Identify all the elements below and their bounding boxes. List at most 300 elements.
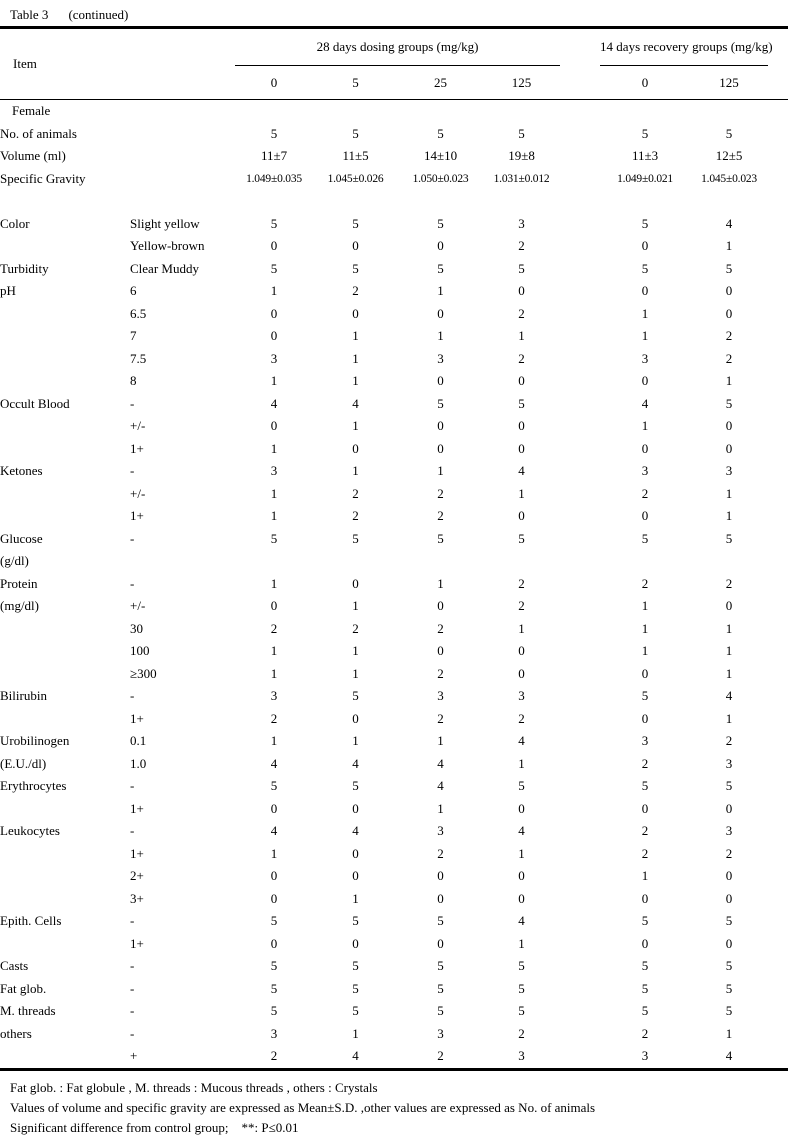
item-label: (mg/dl) <box>0 598 39 614</box>
value-dosing-0: 5 <box>270 980 278 996</box>
value-dosing-2: 2 <box>437 845 444 861</box>
value-recovery-0: 0 <box>641 890 649 906</box>
value-recovery-1: 0 <box>725 440 733 456</box>
recovery-group-header: 14 days recovery groups (mg/kg) <box>600 28 768 66</box>
item-label <box>0 708 130 731</box>
value-dosing-3: 1.031±0.012 <box>493 172 550 185</box>
item-label <box>0 235 130 258</box>
value-dosing-3 <box>483 190 560 213</box>
value-dosing-1: 1 <box>352 350 359 366</box>
value-dosing-1: 0 <box>352 305 359 321</box>
value-dosing-2: 5 <box>437 958 444 974</box>
value-recovery-0: 0 <box>641 710 649 726</box>
value-dosing-1: 2 <box>352 485 359 501</box>
item-label: Glucose <box>0 530 43 546</box>
category-label: - <box>130 395 135 411</box>
group-gap <box>560 100 600 123</box>
value-dosing-3: 0 <box>518 643 525 659</box>
item-label: Bilirubin <box>0 688 47 704</box>
right-margin <box>768 640 788 663</box>
value-recovery-0: 2 <box>641 755 649 771</box>
value-dosing-3: 4 <box>518 733 525 749</box>
value-recovery-0: 1 <box>641 598 649 614</box>
value-dosing-0: 4 <box>270 755 278 771</box>
value-dosing-3: 0 <box>518 890 525 906</box>
value-dosing-3: 1 <box>518 845 525 861</box>
value-dosing-1: 5 <box>352 913 359 929</box>
value-dosing-2: 5 <box>437 395 444 411</box>
value-recovery-0: 2 <box>641 485 649 501</box>
value-dosing-3: 0 <box>518 418 525 434</box>
item-label: (E.U./dl) <box>0 755 47 771</box>
group-gap <box>560 618 600 641</box>
value-dosing-2: 5 <box>437 1003 444 1019</box>
table-row <box>0 1000 788 1023</box>
group-gap <box>560 123 600 146</box>
value-dosing-0: 4 <box>270 395 278 411</box>
value-recovery-1: 3 <box>725 823 733 839</box>
table-row <box>0 280 788 303</box>
group-gap <box>560 910 600 933</box>
value-recovery-0: 0 <box>641 373 649 389</box>
group-gap <box>560 235 600 258</box>
value-dosing-1: 0 <box>352 935 359 951</box>
value-dosing-2: 1 <box>437 463 444 479</box>
value-dosing-2: 2 <box>437 620 444 636</box>
value-dosing-2: 1 <box>437 733 444 749</box>
value-recovery-1: 0 <box>725 305 733 321</box>
value-recovery-1: 3 <box>725 755 733 771</box>
value-dosing-2: 0 <box>437 373 444 389</box>
value-dosing-3: 0 <box>518 508 525 524</box>
value-dosing-2: 3 <box>437 823 444 839</box>
group-gap <box>560 978 600 1001</box>
value-recovery-0: 5 <box>641 215 649 231</box>
value-recovery-0: 1.049±0.021 <box>617 172 673 185</box>
group-gap <box>560 550 600 573</box>
value-dosing-2: 5 <box>437 980 444 996</box>
value-dosing-3: 0 <box>518 868 525 884</box>
value-dosing-0: 1 <box>270 440 278 456</box>
item-label: Erythrocytes <box>0 778 67 794</box>
item-label: Volume (ml) <box>0 148 66 164</box>
item-label <box>0 303 130 326</box>
right-margin <box>768 933 788 956</box>
category-label: +/- <box>130 418 146 434</box>
item-label: Fat glob. <box>0 980 47 996</box>
value-dosing-3: 3 <box>518 688 525 704</box>
item-label <box>0 1045 130 1069</box>
value-dosing-3: 4 <box>518 823 525 839</box>
value-recovery-1: 5 <box>725 260 733 276</box>
table-row <box>0 978 788 1001</box>
value-recovery-0: 0 <box>641 440 649 456</box>
value-dosing-2: 0 <box>437 598 444 614</box>
value-dosing-3: 0 <box>518 665 525 681</box>
table-row <box>0 348 788 371</box>
value-dosing-0: 1 <box>270 643 278 659</box>
value-dosing-2: 3 <box>437 1025 444 1041</box>
right-margin <box>768 325 788 348</box>
item-label <box>0 640 130 663</box>
value-recovery-0: 3 <box>641 463 649 479</box>
value-recovery-0: 1 <box>641 868 649 884</box>
group-gap <box>560 640 600 663</box>
value-dosing-1: 4 <box>352 1048 359 1064</box>
category-label: - <box>130 958 135 974</box>
footnote-abbreviations: Fat glob. : Fat globule , M. threads : Mucous threads , others : Crystals <box>10 1079 378 1095</box>
value-dosing-0: 1 <box>270 283 278 299</box>
right-margin <box>768 438 788 461</box>
value-recovery-0: 2 <box>641 575 649 591</box>
value-dosing-3: 5 <box>518 395 525 411</box>
right-margin <box>768 798 788 821</box>
category-label: - <box>130 913 135 929</box>
value-recovery-0: 0 <box>641 800 649 816</box>
group-gap <box>560 393 600 416</box>
item-label: Color <box>0 215 30 231</box>
table-row <box>0 640 788 663</box>
item-label <box>0 348 130 371</box>
footnote-significance: Significant difference from control group; **: P≤0.01 <box>10 1119 299 1135</box>
value-dosing-1: 1 <box>352 463 359 479</box>
right-margin <box>768 460 788 483</box>
value-recovery-0: 5 <box>641 778 649 794</box>
category-label: - <box>130 1003 135 1019</box>
item-label <box>0 190 130 213</box>
value-dosing-0: 5 <box>270 778 278 794</box>
table-row <box>0 1045 788 1069</box>
group-gap <box>560 190 600 213</box>
value-recovery-0: 2 <box>641 823 649 839</box>
right-margin <box>768 573 788 596</box>
value-dosing-3: 5 <box>518 260 525 276</box>
right-margin <box>768 910 788 933</box>
value-recovery-0: 2 <box>641 845 649 861</box>
dosing-group-header: 28 days dosing groups (mg/kg) <box>235 28 560 66</box>
table-header <box>0 28 788 100</box>
dose-header-25: 25 <box>398 66 483 100</box>
item-label: Urobilinogen <box>0 733 70 749</box>
value-recovery-1: 2 <box>725 845 733 861</box>
group-gap <box>560 753 600 776</box>
table-title: Table 3 <box>10 7 49 22</box>
value-dosing-3: 5 <box>518 980 525 996</box>
item-label: Casts <box>0 958 29 974</box>
item-label: Specific Gravity <box>0 170 86 186</box>
right-margin <box>768 235 788 258</box>
category-label <box>130 168 235 191</box>
value-dosing-1: 1 <box>352 373 359 389</box>
group-gap <box>560 168 600 191</box>
table-row <box>0 483 788 506</box>
group-gap <box>560 415 600 438</box>
group-gap <box>560 595 600 618</box>
group-gap <box>560 145 600 168</box>
category-label: - <box>130 575 135 591</box>
value-recovery-0: 5 <box>641 688 649 704</box>
value-recovery-1: 3 <box>725 463 733 479</box>
table-row <box>0 235 788 258</box>
item-label <box>0 325 130 348</box>
right-margin <box>768 1000 788 1023</box>
category-label: - <box>130 1025 135 1041</box>
value-dosing-0 <box>235 190 313 213</box>
right-margin <box>768 190 788 213</box>
footnote-values: Values of volume and specific gravity are expressed as Mean±S.D. ,other values are expressed as No. of animals <box>10 1099 596 1115</box>
value-dosing-3: 5 <box>518 530 525 546</box>
value-dosing-0 <box>235 550 313 573</box>
value-dosing-0: 1 <box>270 508 278 524</box>
value-dosing-2: 0 <box>437 890 444 906</box>
value-recovery-0: 5 <box>641 125 649 141</box>
value-dosing-1: 1 <box>352 598 359 614</box>
value-dosing-0: 5 <box>270 1003 278 1019</box>
value-recovery-1 <box>690 190 768 213</box>
right-margin <box>768 595 788 618</box>
value-dosing-2: 5 <box>437 260 444 276</box>
value-dosing-3: 4 <box>518 913 525 929</box>
value-dosing-3: 2 <box>518 598 525 614</box>
right-margin <box>768 100 788 123</box>
group-gap <box>560 775 600 798</box>
table-row <box>0 798 788 821</box>
value-dosing-2: 1 <box>437 283 444 299</box>
category-label: - <box>130 530 135 546</box>
table-row <box>0 213 788 236</box>
right-margin <box>768 730 788 753</box>
group-gap <box>560 730 600 753</box>
value-dosing-3: 2 <box>518 350 525 366</box>
value-dosing-0: 4 <box>270 823 278 839</box>
category-label: 8 <box>130 373 137 389</box>
value-dosing-1: 1 <box>352 665 359 681</box>
value-recovery-1: 5 <box>725 778 733 794</box>
value-recovery-1: 1 <box>725 373 733 389</box>
value-dosing-2: 0 <box>437 305 444 321</box>
table-body <box>0 100 788 1070</box>
value-dosing-0: 3 <box>270 688 278 704</box>
group-gap <box>560 303 600 326</box>
category-label: 1+ <box>130 508 144 524</box>
category-label: 1+ <box>130 935 144 951</box>
value-dosing-3: 1 <box>518 485 525 501</box>
right-margin <box>768 843 788 866</box>
value-dosing-0: 11±7 <box>260 148 288 164</box>
right-margin <box>768 370 788 393</box>
value-recovery-1: 1 <box>725 620 733 636</box>
right-margin <box>768 528 788 551</box>
right-margin <box>768 955 788 978</box>
dose-header-5: 5 <box>313 66 398 100</box>
right-margin <box>768 708 788 731</box>
category-label: +/- <box>130 485 146 501</box>
value-recovery-0: 3 <box>641 350 649 366</box>
group-gap <box>560 573 600 596</box>
value-dosing-3: 1 <box>518 620 525 636</box>
value-dosing-2 <box>398 100 483 123</box>
value-dosing-0: 5 <box>270 913 278 929</box>
value-recovery-0: 2 <box>641 1025 649 1041</box>
value-dosing-2: 1.050±0.023 <box>412 172 469 185</box>
value-recovery-0: 0 <box>641 935 649 951</box>
right-margin <box>768 483 788 506</box>
value-dosing-2: 0 <box>437 935 444 951</box>
item-label <box>0 663 130 686</box>
table-row <box>0 370 788 393</box>
value-dosing-1: 4 <box>352 823 359 839</box>
group-gap <box>560 66 600 100</box>
item-label <box>0 618 130 641</box>
table-row <box>0 708 788 731</box>
category-label: 1+ <box>130 845 144 861</box>
dose-header-125: 125 <box>483 66 560 100</box>
value-recovery-0: 1 <box>641 328 649 344</box>
table-row <box>0 685 788 708</box>
group-gap <box>560 280 600 303</box>
value-dosing-3: 0 <box>518 373 525 389</box>
group-gap <box>560 933 600 956</box>
value-dosing-3: 4 <box>518 463 525 479</box>
value-dosing-3: 0 <box>518 800 525 816</box>
right-margin <box>768 145 788 168</box>
group-gap <box>560 820 600 843</box>
group-gap <box>560 528 600 551</box>
value-dosing-0: 5 <box>270 530 278 546</box>
value-dosing-1: 5 <box>352 1003 359 1019</box>
value-dosing-1: 0 <box>352 845 359 861</box>
value-recovery-1: 1 <box>725 508 733 524</box>
category-label: 1.0 <box>130 755 147 771</box>
value-recovery-1: 2 <box>725 350 733 366</box>
table-row <box>0 933 788 956</box>
category-label: 1+ <box>130 710 144 726</box>
value-recovery-1: 0 <box>725 598 733 614</box>
value-dosing-1: 5 <box>352 958 359 974</box>
item-label: No. of animals <box>0 125 77 141</box>
value-dosing-0: 2 <box>270 620 278 636</box>
value-dosing-0: 1 <box>270 485 278 501</box>
value-recovery-0: 5 <box>641 913 649 929</box>
item-label: M. threads <box>0 1003 56 1019</box>
right-margin <box>768 66 788 100</box>
value-dosing-0: 1 <box>270 665 278 681</box>
group-gap <box>560 955 600 978</box>
group-gap <box>560 663 600 686</box>
value-recovery-0: 1 <box>641 418 649 434</box>
table-row <box>0 663 788 686</box>
value-recovery-1: 1 <box>725 710 733 726</box>
group-gap <box>560 798 600 821</box>
value-dosing-1: 0 <box>352 575 359 591</box>
category-label <box>130 190 235 213</box>
value-dosing-3 <box>483 550 560 573</box>
value-dosing-1: 1 <box>352 1025 359 1041</box>
value-recovery-1: 0 <box>725 418 733 434</box>
table-row <box>0 730 788 753</box>
table-row <box>0 415 788 438</box>
item-label <box>0 370 130 393</box>
right-margin <box>768 685 788 708</box>
category-label <box>130 550 235 573</box>
right-margin <box>768 618 788 641</box>
value-dosing-2: 2 <box>437 508 444 524</box>
value-dosing-3: 3 <box>518 1048 525 1064</box>
value-dosing-2: 14±10 <box>423 148 458 164</box>
urinalysis-table <box>0 26 788 1071</box>
recovery-dose-header-0: 0 <box>600 66 690 100</box>
table-row <box>0 325 788 348</box>
category-label: 3+ <box>130 890 144 906</box>
value-recovery-0 <box>600 550 690 573</box>
value-dosing-3: 3 <box>518 215 525 231</box>
value-recovery-1: 0 <box>725 890 733 906</box>
value-dosing-2: 2 <box>437 485 444 501</box>
value-recovery-1: 5 <box>725 530 733 546</box>
category-label: - <box>130 823 135 839</box>
group-gap <box>560 1045 600 1069</box>
right-margin <box>768 168 788 191</box>
category-label: Slight yellow <box>130 215 200 231</box>
value-dosing-0: 1 <box>270 575 278 591</box>
value-dosing-3: 19±8 <box>508 148 535 164</box>
right-margin <box>768 820 788 843</box>
item-label: pH <box>0 283 16 299</box>
category-label: 7.5 <box>130 350 147 366</box>
value-dosing-3: 5 <box>518 778 525 794</box>
category-label: 30 <box>130 620 143 636</box>
table-row <box>0 955 788 978</box>
category-label: 0.1 <box>130 733 147 749</box>
group-gap <box>560 505 600 528</box>
group-gap <box>560 460 600 483</box>
category-label: - <box>130 980 135 996</box>
table-continued-label: (continued) <box>68 7 129 22</box>
group-gap <box>560 843 600 866</box>
section-row <box>0 100 788 123</box>
value-dosing-2: 3 <box>437 350 444 366</box>
value-dosing-0: 1.049±0.035 <box>246 172 302 185</box>
category-label: Yellow-brown <box>130 238 205 254</box>
category-label: 2+ <box>130 868 144 884</box>
value-recovery-1: 0 <box>725 283 733 299</box>
value-recovery-1 <box>690 550 768 573</box>
value-dosing-1: 0 <box>352 710 359 726</box>
value-dosing-0: 0 <box>270 800 278 816</box>
value-dosing-1: 2 <box>352 620 359 636</box>
value-dosing-0: 0 <box>270 305 278 321</box>
item-label <box>0 843 130 866</box>
value-dosing-2: 0 <box>437 440 444 456</box>
value-dosing-0: 0 <box>270 598 278 614</box>
group-gap <box>560 258 600 281</box>
category-label <box>130 100 235 123</box>
group-gap <box>560 213 600 236</box>
value-recovery-0: 1 <box>641 305 649 321</box>
value-recovery-0: 5 <box>641 980 649 996</box>
right-margin <box>768 505 788 528</box>
value-recovery-1: 4 <box>725 215 733 231</box>
item-label: others <box>0 1025 32 1041</box>
value-dosing-0: 2 <box>270 710 278 726</box>
value-dosing-0: 1 <box>270 733 278 749</box>
right-margin <box>768 213 788 236</box>
table-row <box>0 1023 788 1046</box>
value-recovery-0: 5 <box>641 260 649 276</box>
value-dosing-0: 3 <box>270 1025 278 1041</box>
right-margin <box>768 415 788 438</box>
table-row <box>0 550 788 573</box>
